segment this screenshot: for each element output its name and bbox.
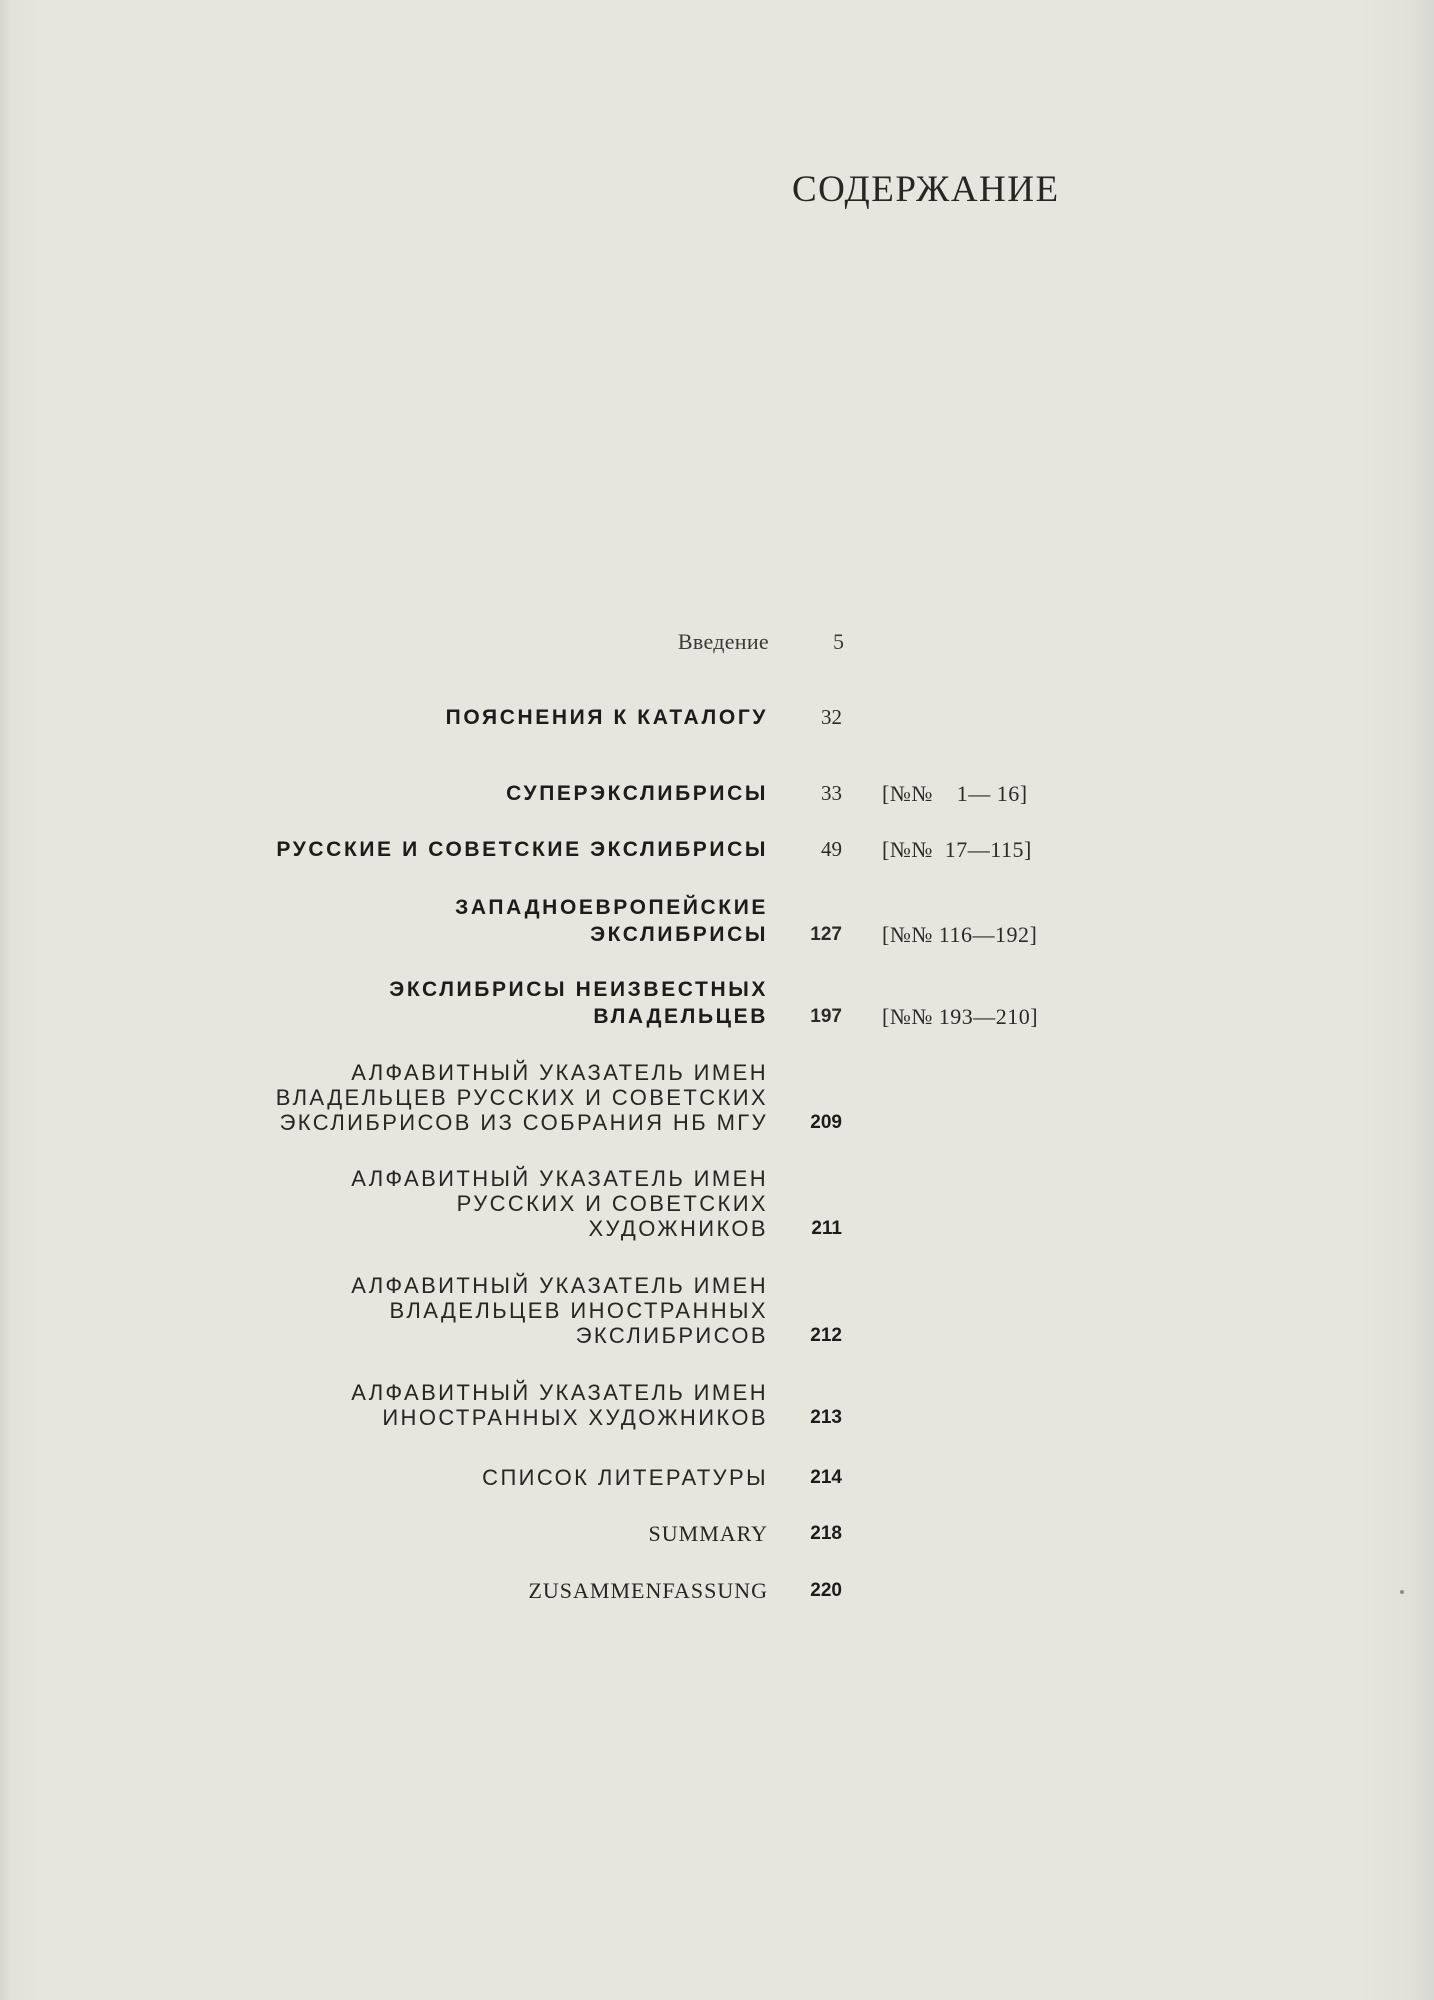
toc-entry-page: 5 [833,629,844,654]
toc-entry-page: 49 [821,837,842,861]
toc-entry-page: 218 [810,1523,842,1544]
toc-entry-label [276,1060,768,1135]
toc-entry-label-line: ЗАПАДНОЕВРОПЕЙСКИЕ [455,896,768,919]
toc-entry-page: 211 [811,1218,842,1239]
toc-entry-range: [№№ 1— 16] [882,781,1028,806]
toc-entry-range: [№№ 17—115] [882,837,1032,862]
toc-entry-label [506,780,768,807]
toc-entry-page: 33 [821,781,842,805]
toc-entry-page: 214 [810,1467,842,1488]
toc-entry-label [446,704,768,731]
toc-entry-label-line: АЛФАВИТНЫЙ УКАЗАТЕЛЬ ИМЕН [351,1060,768,1085]
toc-entry-page: 220 [810,1580,842,1601]
toc-entry-label-line: СУПЕРЭКСЛИБРИСЫ [506,782,768,805]
toc-entry-label-line: ZUSAMMENFASSUNG [528,1578,768,1603]
page-title: СОДЕРЖАНИЕ [792,169,1060,210]
toc-entry-label-line: ЭКСЛИБРИСЫ [590,923,768,946]
toc-entry-label-line: СПИСОК ЛИТЕРАТУРЫ [482,1465,768,1490]
toc-entry-page: 32 [821,705,842,729]
toc-entry-label-line: РУССКИЕ И СОВЕТСКИЕ ЭКСЛИБРИСЫ [276,838,768,861]
toc-entry-label [528,1577,768,1604]
toc-entry-label-line: ЭКСЛИБРИСОВ [575,1323,768,1348]
toc-entry-label-line: ВЛАДЕЛЬЦЕВ [593,1005,768,1028]
toc-entry-label-line: ЭКСЛИБРИСОВ ИЗ СОБРАНИЯ НБ МГУ [279,1110,768,1135]
toc-entry-label [276,836,768,863]
toc-entry-label [351,1273,768,1348]
toc-entry-page: 212 [810,1325,842,1346]
toc-entry-label-line: ВЛАДЕЛЬЦЕВ ИНОСТРАННЫХ [389,1298,768,1323]
toc-entry-label-line: Введение [677,629,769,654]
toc-entry-page: 197 [810,1006,842,1027]
toc-entry-page: 213 [810,1407,842,1428]
paper-speck [1400,1590,1404,1594]
toc-entry-label-line: АЛФАВИТНЫЙ УКАЗАТЕЛЬ ИМЕН [351,1273,768,1298]
toc-entry-page: 209 [810,1112,842,1133]
toc-entry-label-line: ХУДОЖНИКОВ [588,1216,768,1241]
toc-entry-page: 127 [810,924,842,945]
toc-entry-label [389,976,768,1030]
toc-entry-label [678,628,769,655]
toc-entry-label-line: ПОЯСНЕНИЯ К КАТАЛОГУ [445,706,768,729]
toc-entry-label [351,1166,768,1241]
toc-entry-label-line: АЛФАВИТНЫЙ УКАЗАТЕЛЬ ИМЕН [351,1380,768,1405]
toc-entry-label [482,1465,768,1490]
toc-entry-label-line: АЛФАВИТНЫЙ УКАЗАТЕЛЬ ИМЕН [351,1166,768,1191]
toc-entry-label [649,1520,768,1547]
toc-entry-label [351,1380,768,1430]
toc-entry-label-line: ЭКСЛИБРИСЫ НЕИЗВЕСТНЫХ [389,978,768,1001]
toc-entry-label-line: РУССКИХ И СОВЕТСКИХ [456,1191,768,1216]
toc-entry-label-line: ВЛАДЕЛЬЦЕВ РУССКИХ И СОВЕТСКИХ [275,1085,768,1110]
toc-entry-range: [№№ 193—210] [882,1004,1039,1029]
toc-entry-label [455,894,768,948]
toc-entry-label-line: SUMMARY [648,1521,768,1546]
toc-entry-range: [№№ 116—192] [882,922,1038,947]
toc-entry-label-line: ИНОСТРАННЫХ ХУДОЖНИКОВ [382,1405,768,1430]
